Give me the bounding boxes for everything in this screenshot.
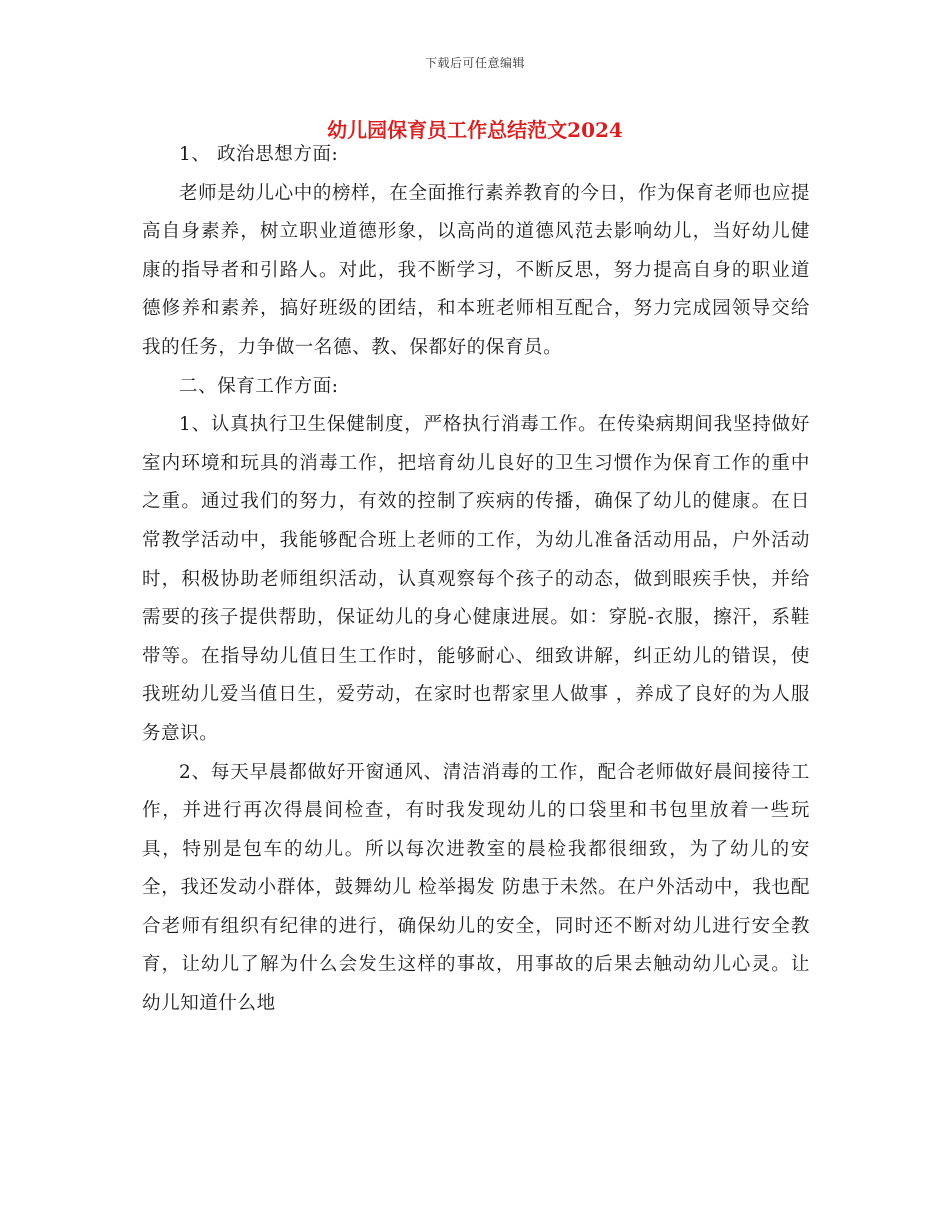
section-heading-care-work: 二、保育工作方面:	[179, 375, 339, 397]
header-note: 下载后可任意编辑	[424, 56, 525, 70]
document-title: 幼儿园保育员工作总结范文2024	[327, 118, 623, 142]
paragraph-care-item-2: 2、每天早晨都做好开窗通风、清洁消毒的工作，配合老师做好晨间接待工作，并进行再次得晨间检查，有时我发现幼儿的口袋里和书包里放着一些玩具，特别是包车的幼儿。所以每次进教室的晨检我都很细致，为了幼儿的安全，我还发动小群体，鼓舞幼儿 检举揭发 防患于未然。在户外活动中，我也配合老师有组织有纪律的进行，确保幼儿的安全，同时还不断对幼儿进行安全教育，让幼儿了解为什么会发生这样的事故，用事故的后果去触动幼儿心灵。让幼儿知道什么地	[142, 761, 810, 1015]
section-heading-political: 1、 政治思想方面:	[179, 144, 339, 165]
document-body	[142, 136, 810, 1024]
paragraph-political: 老师是幼儿心中的榜样，在全面推行素养教育的今日，作为保育老师也应提高自身素养，树立职业道德形象，以高尚的道德风范去影响幼儿，当好幼儿健康的指导者和引路人。对此，我不断学习，不断反思，努力提高自身的职业道德修养和素养，搞好班级的团结，和本班老师相互配合，努力完成园领导交给我的任务，力争做一名德、教、保都好的保育员。	[142, 182, 810, 358]
paragraph-care-item-1: 1、认真执行卫生保健制度，严格执行消毒工作。在传染病期间我坚持做好室内环境和玩具的消毒工作，把培育幼儿良好的卫生习惯作为保育工作的重中之重。通过我们的努力，有效的控制了疾病的传播，确保了幼儿的健康。在日常教学活动中，我能够配合班上老师的工作，为幼儿准备活动用品，户外活动时，积极协助老师组织活动，认真观察每个孩子的动态，做到眼疾手快，并给需要的孩子提供帮助，保证幼儿的身心健康进展。如：穿脱-衣服，擦汗，系鞋带等。在指导幼儿值日生工作时，能够耐心、细致讲解，纠正幼儿的错误，使我班幼儿爱当值日生，爱劳动，在家时也帮家里人做事 ，养成了良好的为人服务意识。	[142, 414, 810, 744]
